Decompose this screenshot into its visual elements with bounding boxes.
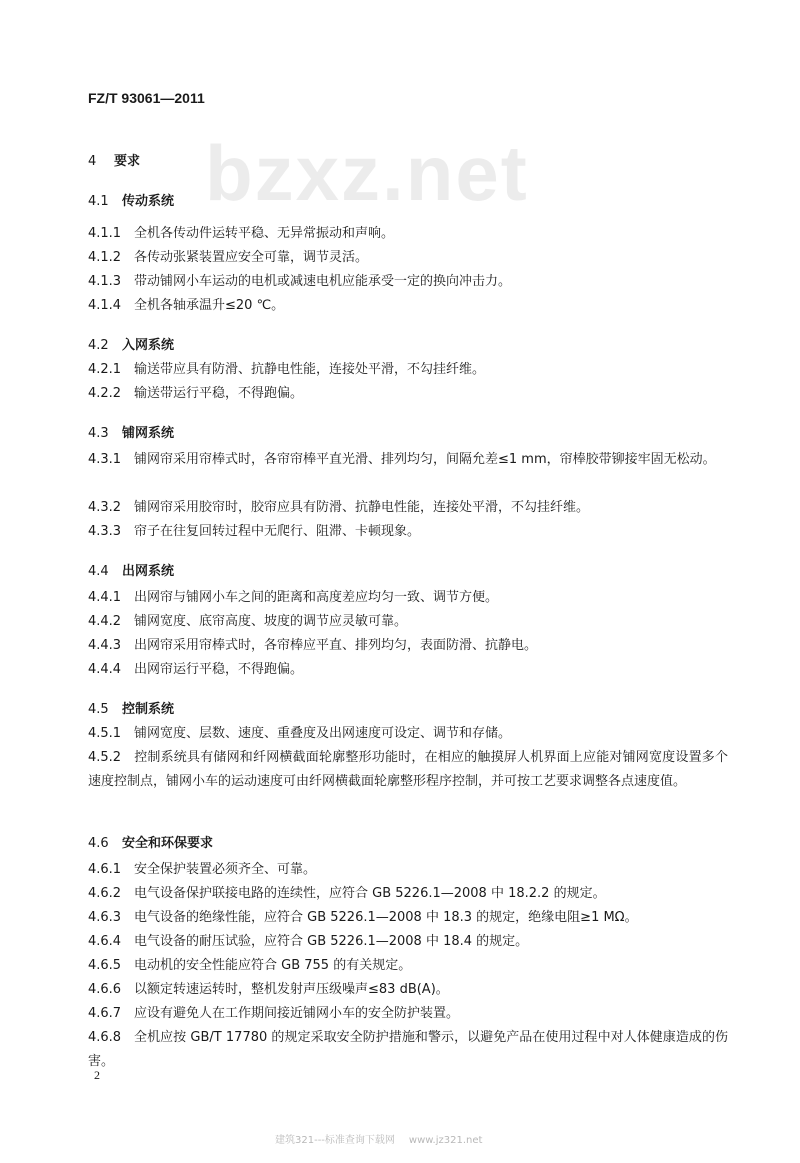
section-title: 传动系统: [122, 194, 175, 209]
clause-text: 出网帘采用帘棒式时，各帘棒应平直、排列均匀，表面防滑、抗静电。: [134, 638, 538, 653]
clause-text: 控制系统具有储网和纤网横截面轮廓整形功能时，在相应的触摸屏人机界面上应能对铺网宽度设置多个速度控制点，铺网小车的运动速度可由纤网横截面轮廓整形程序控制，并可按工艺要求调整各点速度值。: [88, 750, 728, 789]
section-number: 4: [88, 154, 97, 169]
section-title: 入网系统: [122, 338, 175, 353]
clause-4-1-3: [88, 270, 728, 294]
watermark: bzxz.net: [205, 129, 529, 217]
section-heading-4-2: [88, 334, 174, 353]
clause-number: 4.2.2: [88, 386, 122, 401]
clause-text: 电气设备的耐压试验，应符合 GB 5226.1—2008 中 18.4 的规定。: [134, 934, 529, 949]
clause-4-1-1: [88, 222, 728, 246]
section-heading-4: [88, 150, 140, 169]
clause-number: 4.1.3: [88, 274, 122, 289]
clause-number: 4.4.4: [88, 662, 122, 677]
clause-number: 4.6.5: [88, 958, 122, 973]
clause-text: 出网帘运行平稳，不得跑偏。: [134, 662, 304, 677]
section-number: 4.6: [88, 836, 109, 851]
clause-number: 4.2.1: [88, 362, 122, 377]
clause-text: 输送带运行平稳，不得跑偏。: [134, 386, 304, 401]
section-heading-4-5: [88, 698, 174, 717]
clause-text: 安全保护装置必须齐全、可靠。: [134, 862, 317, 877]
footer-site: 建筑321---标准查询下载网: [275, 1135, 395, 1146]
clause-text: 全机应按 GB/T 17780 的规定采取安全防护措施和警示，以避免产品在使用过程中对人体健康造成的伤害。: [88, 1030, 728, 1069]
clause-4-1-4: [88, 294, 728, 318]
clause-number: 4.3.1: [88, 452, 122, 467]
clause-number: 4.5.1: [88, 726, 122, 741]
clause-text: 铺网帘采用胶帘时，胶帘应具有防滑、抗静电性能，连接处平滑，不勾挂纤维。: [134, 500, 590, 515]
clause-4-5-2: [88, 746, 728, 794]
clause-text: 全机各传动件运转平稳、无异常振动和声响。: [134, 226, 395, 241]
clause-number: 4.1.2: [88, 250, 122, 265]
clause-text: 铺网宽度、底帘高度、坡度的调节应灵敏可靠。: [134, 614, 408, 629]
section-heading-4-3: [88, 422, 174, 441]
clause-text: 以额定转速运转时，整机发射声压级噪声≤83 dB(A)。: [134, 982, 449, 997]
clause-text: 输送带应具有防滑、抗静电性能，连接处平滑，不勾挂纤维。: [134, 362, 486, 377]
clause-4-6-1: [88, 858, 728, 882]
clause-4-6-3: [88, 906, 728, 930]
clause-4-6-2: [88, 882, 728, 906]
section-title: 要求: [114, 154, 141, 169]
section-title: 安全和环保要求: [122, 836, 214, 851]
clause-number: 4.6.7: [88, 1006, 122, 1021]
section-heading-4-6: [88, 832, 213, 851]
clause-4-4-4: [88, 658, 728, 682]
section-number: 4.1: [88, 194, 109, 209]
clause-4-2-1: [88, 358, 728, 382]
clause-number: 4.4.3: [88, 638, 122, 653]
clause-number: 4.6.2: [88, 886, 122, 901]
clause-number: 4.6.4: [88, 934, 122, 949]
clause-4-5-1: [88, 722, 728, 746]
clause-number: 4.1.1: [88, 226, 122, 241]
clause-number: 4.1.4: [88, 298, 122, 313]
clause-text: 电气设备的绝缘性能，应符合 GB 5226.1—2008 中 18.3 的规定，绝缘电阻≥1 MΩ。: [134, 910, 638, 925]
clause-4-6-5: [88, 954, 728, 978]
section-heading-4-4: [88, 560, 174, 579]
clause-text: 出网帘与铺网小车之间的距离和高度差应均匀一致、调节方便。: [134, 590, 499, 605]
clause-4-1-2: [88, 246, 728, 270]
document-code: FZ/T 93061—2011: [88, 90, 205, 106]
clause-number: 4.5.2: [88, 750, 122, 765]
clause-number: 4.6.3: [88, 910, 122, 925]
clause-4-4-3: [88, 634, 728, 658]
clause-text: 帘子在往复回转过程中无爬行、阻滞、卡顿现象。: [134, 524, 421, 539]
section-title: 出网系统: [122, 564, 175, 579]
clause-4-4-1: [88, 586, 728, 610]
clause-number: 4.4.1: [88, 590, 122, 605]
section-number: 4.5: [88, 702, 109, 717]
clause-text: 带动铺网小车运动的电机或减速电机应能承受一定的换向冲击力。: [134, 274, 512, 289]
clause-text: 全机各轴承温升≤20 ℃。: [134, 298, 285, 313]
page-number: 2: [94, 1068, 100, 1082]
clause-4-3-3: [88, 520, 728, 544]
section-number: 4.4: [88, 564, 109, 579]
clause-4-6-7: [88, 1002, 728, 1026]
clause-4-6-6: [88, 978, 728, 1002]
clause-number: 4.3.2: [88, 500, 122, 515]
section-heading-4-1: [88, 190, 174, 209]
clause-text: 应设有避免人在工作期间接近铺网小车的安全防护装置。: [134, 1006, 460, 1021]
footer-url: www.jz321.net: [408, 1135, 483, 1146]
clause-4-2-2: [88, 382, 728, 406]
section-number: 4.3: [88, 426, 109, 441]
clause-number: 4.6.6: [88, 982, 122, 997]
clause-4-6-8: [88, 1026, 728, 1074]
clause-4-4-2: [88, 610, 728, 634]
clause-text: 铺网宽度、层数、速度、重叠度及出网速度可设定、调节和存储。: [134, 726, 512, 741]
clause-number: 4.3.3: [88, 524, 122, 539]
section-title: 铺网系统: [122, 426, 175, 441]
section-number: 4.2: [88, 338, 109, 353]
clause-4-3-1: [88, 448, 728, 472]
clause-text: 电气设备保护联接电路的连续性，应符合 GB 5226.1—2008 中 18.2.2 的规定。: [134, 886, 606, 901]
clause-4-6-4: [88, 930, 728, 954]
clause-number: 4.6.8: [88, 1030, 122, 1045]
clause-text: 各传动张紧装置应安全可靠，调节灵活。: [134, 250, 369, 265]
clause-text: 电动机的安全性能应符合 GB 755 的有关规定。: [134, 958, 412, 973]
clause-number: 4.4.2: [88, 614, 122, 629]
section-title: 控制系统: [122, 702, 175, 717]
clause-4-3-2: [88, 496, 728, 520]
footer-watermark: [275, 1131, 482, 1146]
clause-number: 4.6.1: [88, 862, 122, 877]
clause-text: 铺网帘采用帘棒式时，各帘帘棒平直光滑、排列均匀，间隔允差≤1 mm，帘棒胶带铆接牢固无松动。: [134, 452, 716, 467]
